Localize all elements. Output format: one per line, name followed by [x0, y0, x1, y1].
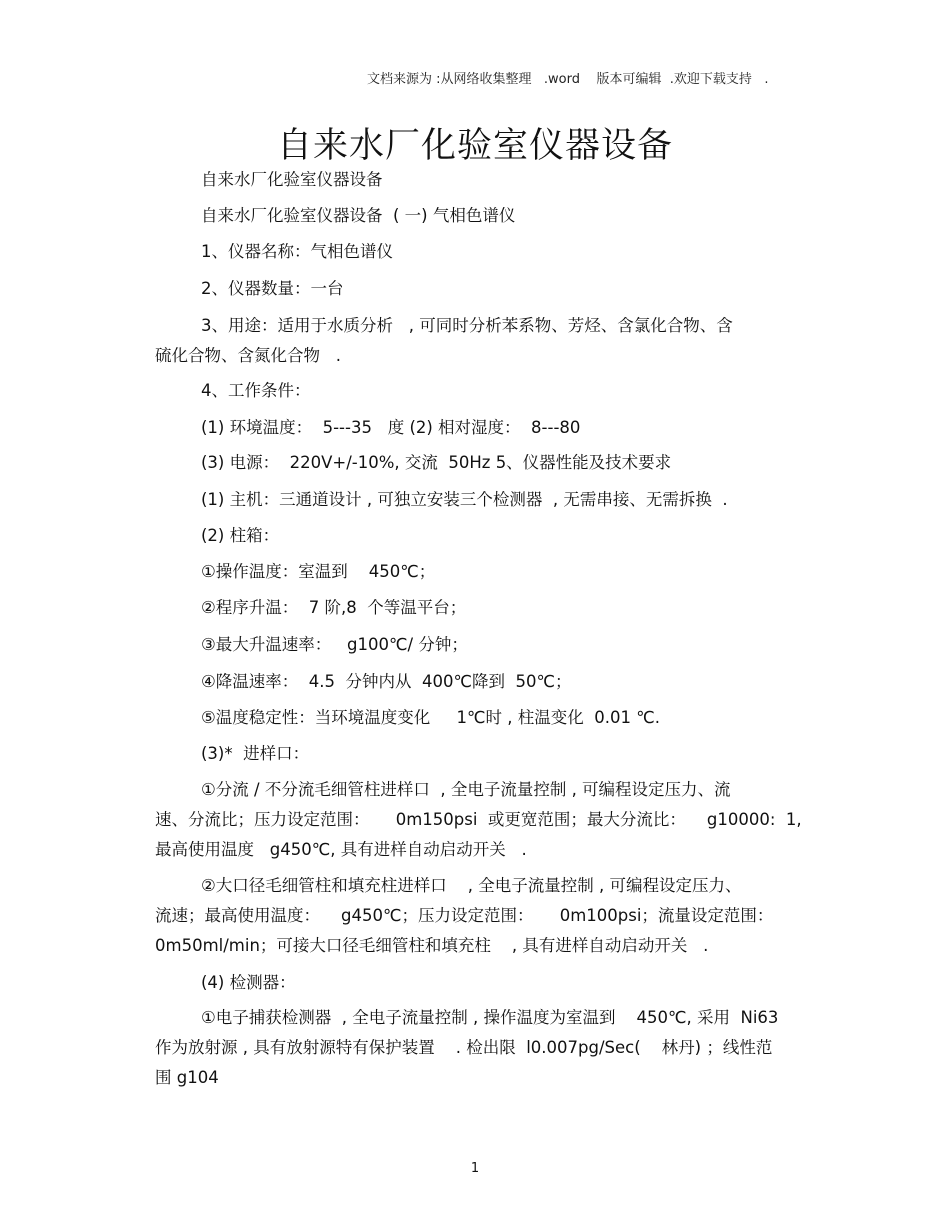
paragraph-line: (4) 检测器： — [201, 973, 296, 992]
paragraph-line: (3) 电源： 220V+/-10%, 交流 50Hz 5、仪器性能及技术要求 — [201, 453, 672, 472]
page-number: 1 — [470, 1161, 480, 1176]
paragraph-line: 围 g104 — [155, 1068, 219, 1087]
paragraph-line: 自来水厂化验室仪器设备 ( 一) 气相色谱仪 — [201, 206, 516, 225]
paragraph-line: ③最大升温速率： g100℃/ 分钟； — [201, 635, 468, 654]
page-header: 文档来源为 :从网络收集整理 .word 版本可编辑 .欢迎下载支持 . — [367, 72, 769, 87]
paragraph-line: ⑤温度稳定性：当环境温度变化 1℃时 , 柱温变化 0.01 ℃. — [201, 708, 661, 727]
paragraph-line: ②程序升温： 7 阶,8 个等温平台； — [201, 598, 467, 617]
paragraph-line: 流速；最高使用温度： g450℃；压力设定范围： 0m100psi；流量设定范围： — [155, 906, 774, 925]
paragraph-line: 硫化合物、含氮化合物 . — [155, 346, 341, 365]
paragraph-line: 作为放射源 , 具有放射源特有保护装置 . 检出限 l0.007pg/Sec( 林丹) ；线性范 — [155, 1038, 773, 1057]
paragraph-line: (1) 环境温度： 5---35 度 (2) 相对湿度： 8---80 — [201, 418, 581, 437]
paragraph-line: 3、用途：适用于水质分析 , 可同时分析苯系物、芳烃、含氯化合物、含 — [201, 316, 733, 335]
paragraph-line: 1、仪器名称：气相色谱仪 — [201, 242, 393, 261]
paragraph-line: (3)* 进样口： — [201, 744, 310, 763]
paragraph-line: ④降温速率： 4.5 分钟内从 400℃降到 50℃； — [201, 672, 572, 691]
paragraph-line: 0m50ml/min；可接大口径毛细管柱和填充柱 , 具有进样自动启动开关 . — [155, 936, 709, 955]
paragraph-line: 2、仪器数量：一台 — [201, 279, 344, 298]
paragraph-line: 4、工作条件： — [201, 381, 311, 400]
paragraph-line: ②大口径毛细管柱和填充柱进样口 , 全电子流量控制 , 可编程设定压力、 — [201, 876, 742, 895]
paragraph-line: (1) 主机：三通道设计 , 可独立安装三个检测器 , 无需串接、无需拆换 . — [201, 490, 728, 509]
paragraph-line: (2) 柱箱： — [201, 526, 280, 545]
document-title: 自来水厂化验室仪器设备 — [276, 126, 673, 166]
paragraph-line: 速、分流比；压力设定范围： 0m150psi 或更宽范围；最大分流比： g10000: 1, — [155, 810, 802, 829]
paragraph-line: ①电子捕获检测器 , 全电子流量控制 , 操作温度为室温到 450℃, 采用 Ni63 — [201, 1008, 779, 1027]
paragraph-line: 最高使用温度 g450℃, 具有进样自动启动开关 . — [155, 840, 527, 859]
paragraph-line: ①操作温度：室温到 450℃； — [201, 562, 436, 581]
paragraph-line: 自来水厂化验室仪器设备 — [201, 170, 383, 189]
paragraph-line: ①分流 / 不分流毛细管柱进样口 , 全电子流量控制 , 可编程设定压力、流 — [201, 780, 731, 799]
